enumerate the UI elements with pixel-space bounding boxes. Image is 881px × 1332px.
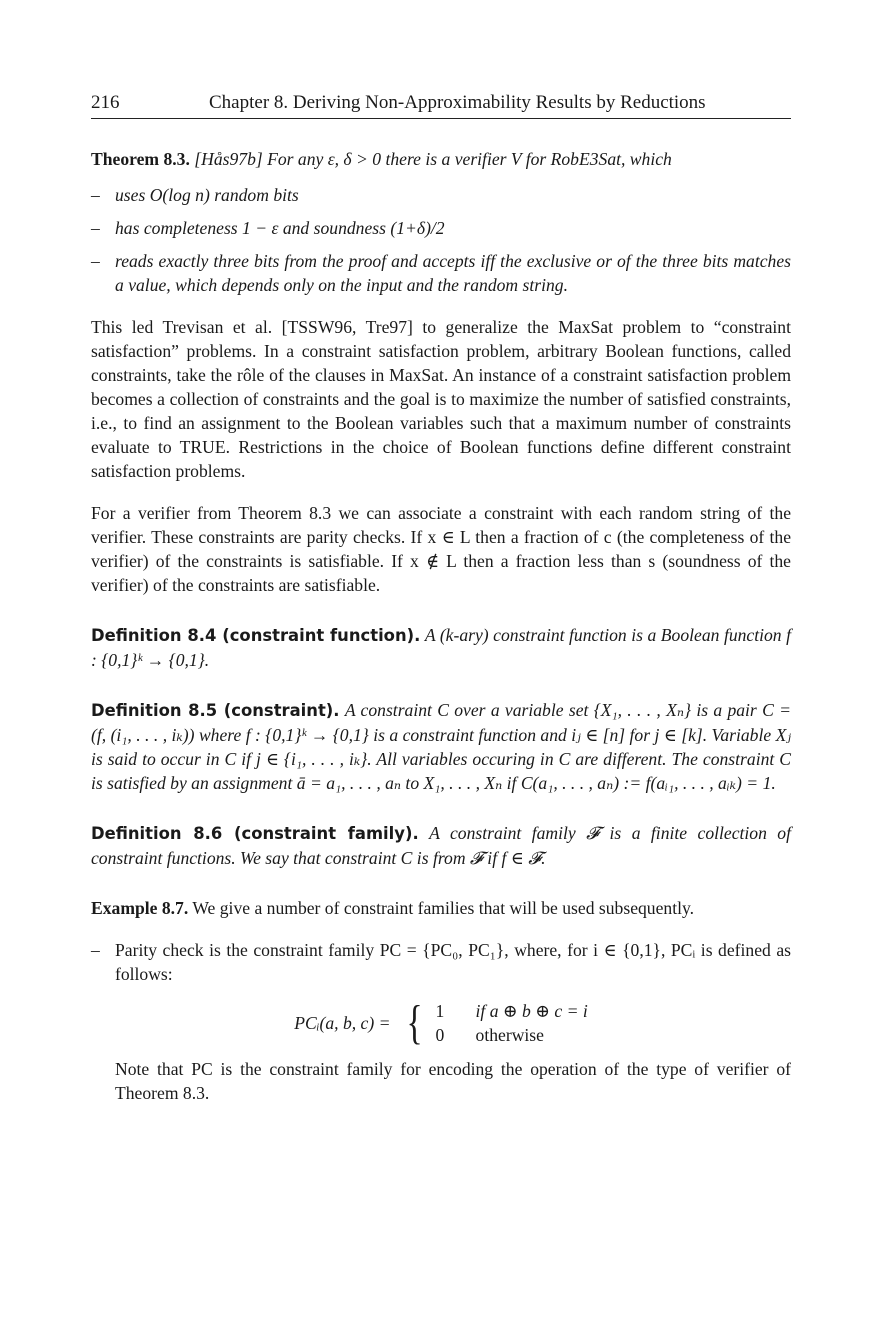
definition-label: Definition 8.5 (constraint). bbox=[91, 701, 340, 720]
definition-text: A (k-ary) constraint function is a Boolean function f : {0,1}ᵏ → {0,1}. bbox=[91, 625, 792, 670]
definition-label: Definition 8.4 (constraint function). bbox=[91, 626, 421, 645]
definition-text: A constraint family 𝓕 is a finite collection of constraint functions. We say that constraint C is from 𝓕 if f ∈ 𝓕. bbox=[91, 823, 791, 868]
page-number: 216 bbox=[91, 92, 120, 113]
theorem-statement bbox=[91, 147, 791, 171]
list-item: – has completeness 1 − ε and soundness (1+δ)/2 bbox=[91, 216, 791, 240]
list-item: – reads exactly three bits from the proof and accepts iff the exclusive or of the three bits matches a value, which depends only on the input and the random string. bbox=[91, 249, 791, 297]
case-condition: otherwise bbox=[475, 1025, 544, 1045]
example-text: We give a number of constraint families that will be used subsequently. bbox=[192, 898, 695, 918]
case-condition: if a ⊕ b ⊕ c = i bbox=[475, 1001, 588, 1021]
theorem-text: [Hås97b] For any ε, δ > 0 there is a verifier V for RobE3Sat, which bbox=[194, 149, 672, 169]
definition-text: A constraint C over a variable set {X₁, . . . , Xₙ} is a pair C = (f, (i₁, . . . , iₖ)) where f : {0,1}ᵏ → {0,1} is a constraint function and iⱼ ∈ [n] for j ∈ [k]. Variable Xⱼ is said to occur in C if j ∈ {i₁, . . . , iₖ}. All variables occuring in C are different. The constraint C is satisfied by an assignment ā = a₁, . . . , aₙ to X₁, . . . , Xₙ if C(a₁, . . . , aₙ) := f(aᵢ₁, . . . , aᵢₖ) = 1. bbox=[91, 700, 791, 793]
definition-8-5 bbox=[91, 698, 791, 795]
case-value: 0 bbox=[435, 1025, 445, 1045]
theorem-conditions bbox=[91, 183, 791, 297]
paragraph-constraint-satisfaction: This led Trevisan et al. [TSSW96, Tre97] to generalize the MaxSat problem to “constraint satisfaction” problems. In a constraint satisfaction problem, arbitrary Boolean functions, called constraints, take the rôle of the clauses in MaxSat. An instance of a constraint satisfaction problem becomes a collection of constraints and the goal is to maximize the number of satisfied constraints, i.e., to find an assignment to the Boolean variables such that a maximum number of constraints evaluate to TRUE. Restrictions in the choice of Boolean functions define different constraint satisfaction problems. bbox=[91, 317, 791, 481]
theorem-label: Theorem 8.3. bbox=[91, 149, 190, 169]
definition-label: Definition 8.6 (constraint family). bbox=[91, 824, 419, 843]
definition-8-6 bbox=[91, 821, 791, 870]
left-brace-icon: { bbox=[405, 996, 423, 1049]
paragraph-verifier-constraints: For a verifier from Theorem 8.3 we can associate a constraint with each random string of the verifier. These constraints are parity checks. If x ∈ L then a fraction of c (the completeness of the verifier) of the constraints is satisfiable. If x ∉ L then a fraction less than s (soundness of the verifier) of the constraints are satisfiable. bbox=[91, 503, 791, 595]
list-item: – uses O(log n) random bits bbox=[91, 183, 791, 207]
formula-cases bbox=[436, 1000, 588, 1046]
case-value: 1 bbox=[435, 1001, 445, 1021]
example-note: Note that PC is the constraint family for encoding the operation of the type of verifier of Theorem 8.3. bbox=[115, 1059, 791, 1103]
example-label: Example 8.7. bbox=[91, 898, 189, 918]
theorem-8-3 bbox=[91, 147, 791, 297]
example-list bbox=[91, 938, 791, 986]
formula-lhs: PCᵢ(a, b, c) = bbox=[294, 1012, 391, 1033]
running-header bbox=[91, 92, 791, 119]
example-8-7 bbox=[91, 896, 791, 1105]
page bbox=[91, 92, 791, 1105]
definition-8-4 bbox=[91, 623, 791, 672]
chapter-title: Chapter 8. Deriving Non-Approximability Results by Reductions bbox=[209, 92, 706, 113]
list-item: – Parity check is the constraint family PC = {PC₀, PC₁}, where, for i ∈ {0,1}, PCᵢ is defined as follows: bbox=[91, 938, 791, 986]
parity-formula bbox=[91, 995, 791, 1051]
